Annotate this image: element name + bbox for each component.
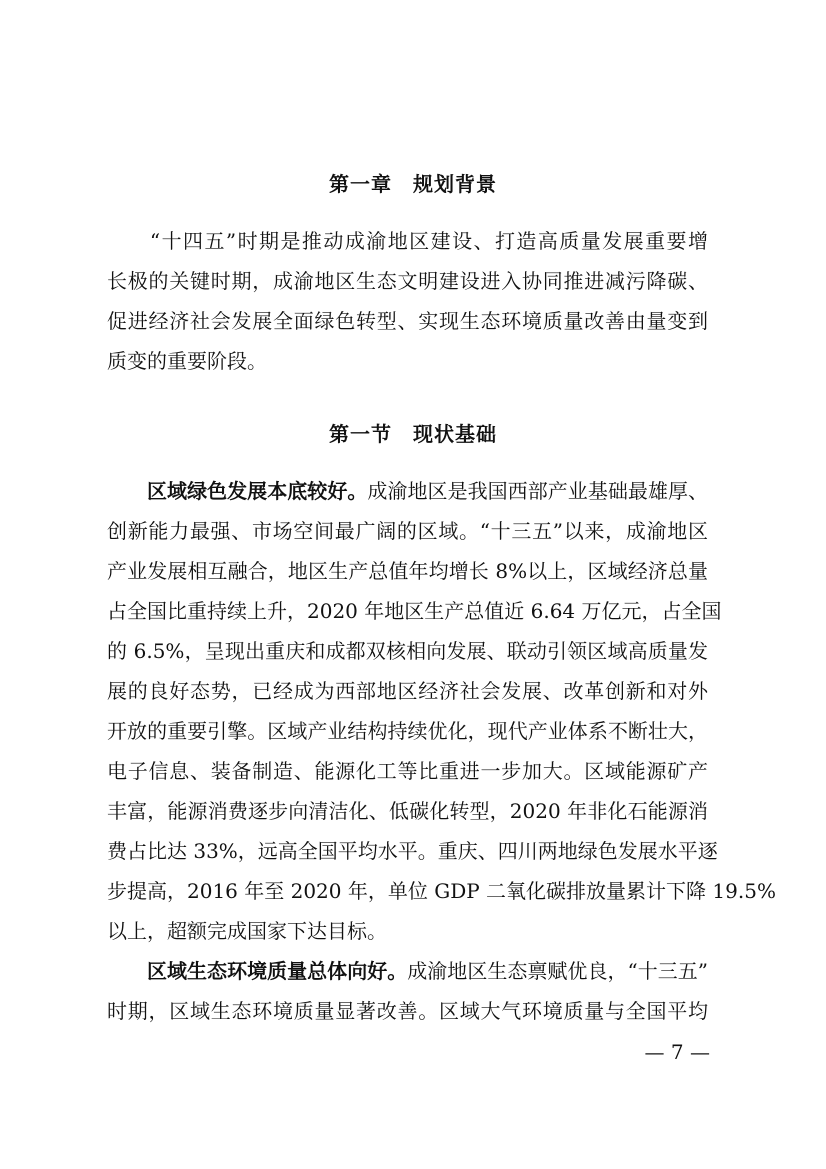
text-line <box>147 959 708 983</box>
text-line: 促进经济社会发展全面绿色转型、实现生态环境质量改善由量变到 <box>107 309 708 333</box>
paragraph-lead: 区域绿色发展本底较好。 <box>147 479 368 503</box>
text-line: “十四五”时期是推动成渝地区建设、打造高质量发展重要增 <box>107 229 708 253</box>
text-line: 电子信息、装备制造、能源化工等比重进一步加大。区域能源矿产 <box>107 759 708 783</box>
text-run: 成渝地区是我国西部产业基础最雄厚、 <box>367 479 709 503</box>
text-line: 占全国比重持续上升，2020 年地区生产总值近 6.64 万亿元，占全国 <box>107 599 722 623</box>
text-line: 长极的关键时期，成渝地区生态文明建设进入协同推进减污降碳、 <box>107 269 708 293</box>
text-line: 丰富，能源消费逐步向清洁化、低碳化转型，2020 年非化石能源消 <box>107 799 708 823</box>
text-line: 质变的重要阶段。 <box>107 349 267 373</box>
text-line: 展的良好态势，已经成为西部地区经济社会发展、改革创新和对外 <box>107 679 708 703</box>
chapter-title: 第一章 规划背景 <box>329 172 497 196</box>
page-number: — 7 — <box>644 1040 710 1064</box>
text-run: 成渝地区生态禀赋优良，“十三五” <box>407 959 709 983</box>
text-line: 以上，超额完成国家下达目标。 <box>107 919 387 943</box>
section-title: 第一节 现状基础 <box>329 422 497 446</box>
text-line: 的 6.5%，呈现出重庆和成都双核相向发展、联动引领区域高质量发 <box>107 639 708 663</box>
text-line: 创新能力最强、市场空间最广阔的区域。“十三五”以来，成渝地区 <box>107 519 708 543</box>
text-line: 开放的重要引擎。区域产业结构持续优化，现代产业体系不断壮大， <box>107 719 708 743</box>
paragraph-lead: 区域生态环境质量总体向好。 <box>147 959 408 983</box>
text-line: 费占比达 33%，远高全国平均水平。重庆、四川两地绿色发展水平逐 <box>107 839 718 863</box>
text-line: 产业发展相互融合，地区生产总值年均增长 8%以上，区域经济总量 <box>107 559 708 583</box>
text-line: 步提高，2016 年至 2020 年，单位 GDP 二氧化碳排放量累计下降 19.5% <box>107 879 776 903</box>
text-line: 时期，区域生态环境质量显著改善。区域大气环境质量与全国平均 <box>107 999 708 1023</box>
text-line <box>147 479 708 503</box>
